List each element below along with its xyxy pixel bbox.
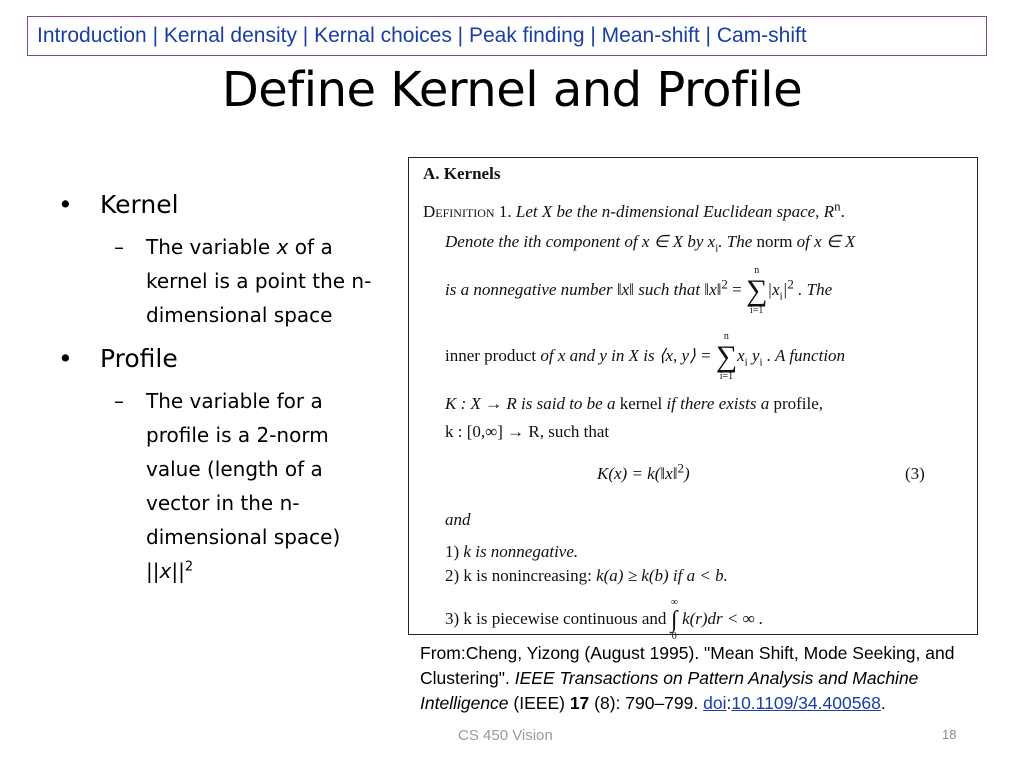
nav-separator: | (451, 24, 469, 47)
paper-text: k(a) ≥ k(b) if a < b. (596, 566, 728, 585)
footer-course-label: CS 450 Vision (458, 727, 553, 744)
paper-line-4 (445, 332, 845, 382)
paper-text: k is nonnegative. (463, 542, 579, 561)
integral-symbol (671, 598, 678, 642)
norm-exponent: 2 (184, 559, 194, 575)
nav-item-kernal-choices[interactable]: Kernal choices (314, 24, 452, 47)
paper-sub: i (779, 290, 783, 303)
top-navigation-bar (27, 16, 987, 56)
summation-symbol (716, 332, 737, 382)
paper-sub: i (759, 356, 763, 369)
norm-open: || (146, 559, 160, 583)
bullet-dot-icon: • (58, 190, 73, 219)
paper-line-5 (445, 394, 823, 414)
paper-text: ∞ (670, 597, 678, 608)
paper-excerpt-image (408, 157, 978, 642)
paper-text: y (747, 345, 760, 365)
integral-icon: ∫ (670, 607, 678, 633)
paper-text: |x (767, 279, 780, 299)
paper-equation-number: (3) (905, 464, 925, 483)
paper-text: norm (756, 232, 793, 251)
paper-text: . The (718, 232, 757, 251)
paper-text: of x and y in X is ⟨x, y⟩ = (536, 345, 716, 365)
nav-item-kernal-density[interactable]: Kernal density (163, 24, 297, 47)
dash-icon: – (114, 235, 124, 259)
nav-separator: | (584, 24, 602, 47)
paper-text: 3) (445, 608, 464, 628)
paper-text: | (782, 279, 788, 299)
kernel-sub-text-before: The variable (146, 235, 277, 259)
paper-line-6: k : [0,∞] → R, such that (445, 422, 610, 441)
paper-text: profile, (773, 394, 824, 413)
paper-text: k(r)dr < ∞ . (677, 608, 764, 628)
paper-text: if there exists a (662, 394, 774, 413)
sub-bullet-kernel (58, 230, 388, 332)
paper-sup: 2 (677, 460, 684, 476)
paper-text: . A function (762, 345, 846, 365)
paper-line-2 (445, 232, 855, 254)
doi-colon: : (726, 693, 732, 713)
paper-text: th component of x ∈ X by x (528, 232, 716, 251)
paper-text: ) (683, 464, 690, 483)
citation-volume: 17 (569, 693, 590, 713)
citation-end: . (880, 693, 886, 713)
citation-authors: From:Cheng, Yizong (August 1995). "Mean Shift, Mode Seeking, and Clustering". (420, 643, 955, 688)
paper-equation (597, 460, 690, 484)
bullet-list (58, 188, 388, 598)
kernel-sub-text-after: of a kernel is a point the n-dimensional space (146, 235, 372, 327)
paper-text: = (727, 279, 746, 299)
doi-value-link[interactable]: 10.1109/34.400568 (731, 693, 881, 713)
paper-text: . The (793, 279, 833, 299)
paper-text: i=1 (749, 305, 764, 316)
norm-variable: x (159, 559, 172, 583)
citation-journal: IEEE Transactions on Pattern Analysis and Machine Intelligence (420, 668, 919, 713)
paper-line-3 (445, 266, 832, 316)
summation-symbol (746, 266, 767, 316)
paper-text: inner product (445, 345, 537, 365)
profile-sub-text: The variable for a profile is a 2-norm value (length of a vector in the n-dimensional space) (146, 389, 341, 549)
sigma-icon: ∑ (715, 340, 738, 373)
paper-line-1: Definition 1. Let X be the n-dimensional Euclidean space, $R^n$. (423, 198, 845, 221)
paper-section-heading: A. Kernels (423, 164, 501, 183)
sigma-icon: ∑ (746, 274, 768, 307)
definition-label: Definition 1. (423, 202, 512, 221)
kernel-sub-variable: x (276, 235, 289, 259)
paper-sup: n (834, 198, 841, 214)
paper-sub: i (715, 242, 719, 255)
doi-link[interactable]: doi (703, 693, 727, 713)
paper-text: k is piecewise continuous and (463, 608, 671, 628)
paper-text: n (754, 265, 760, 276)
norm-close: || (171, 559, 185, 583)
dash-icon: – (114, 389, 124, 413)
nav-separator: | (146, 24, 164, 47)
nav-item-peak-finding[interactable]: Peak finding (468, 24, 585, 47)
sub-bullet-profile (58, 384, 388, 588)
paper-and: and (445, 510, 471, 529)
paper-text: 2) (445, 566, 464, 585)
slide-title: Define Kernel and Profile (221, 62, 803, 118)
paper-text: n (723, 331, 729, 342)
paper-text: K(x) = k(‖x‖ (597, 464, 678, 483)
paper-text: kernel (619, 394, 663, 413)
bullet-profile (58, 342, 388, 376)
paper-text: K : X → R is said to be a (445, 394, 620, 413)
citation-issue-pages: (8): 790–799. (589, 693, 704, 713)
nav-item-introduction[interactable]: Introduction (37, 24, 147, 47)
paper-text: x (737, 345, 745, 365)
paper-sup: 2 (787, 276, 794, 292)
nav-item-cam-shift[interactable]: Cam-shift (716, 24, 807, 47)
paper-text: of x ∈ X (792, 232, 856, 251)
bullet-dot-icon: • (58, 344, 73, 373)
paper-text: Let X be the n-dimensional Euclidean space, R (515, 202, 835, 221)
paper-condition-2 (445, 566, 728, 586)
citation-text (420, 641, 996, 716)
nav-item-mean-shift[interactable]: Mean-shift (601, 24, 700, 47)
paper-condition-3 (445, 598, 763, 642)
paper-sub: i (744, 356, 748, 369)
nav-separator: | (296, 24, 315, 47)
citation-publisher: (IEEE) (508, 693, 570, 713)
slide-number: 18 (942, 727, 957, 742)
paper-text: Denote the i (445, 232, 529, 251)
paper-text: i=1 (719, 371, 734, 382)
paper-condition-1 (445, 542, 578, 562)
nav-separator: | (699, 24, 717, 47)
paper-text: 1) (445, 542, 464, 561)
paper-sup: 2 (721, 276, 728, 292)
paper-text: k is nonincreasing: (463, 566, 597, 585)
paper-text: 0 (671, 631, 677, 642)
paper-text: is a nonnegative number ‖x‖ such that ‖x‖ (445, 279, 722, 299)
bullet-profile-heading: Profile (100, 344, 178, 373)
bullet-kernel (58, 188, 388, 222)
bullet-kernel-heading: Kernel (100, 190, 179, 219)
